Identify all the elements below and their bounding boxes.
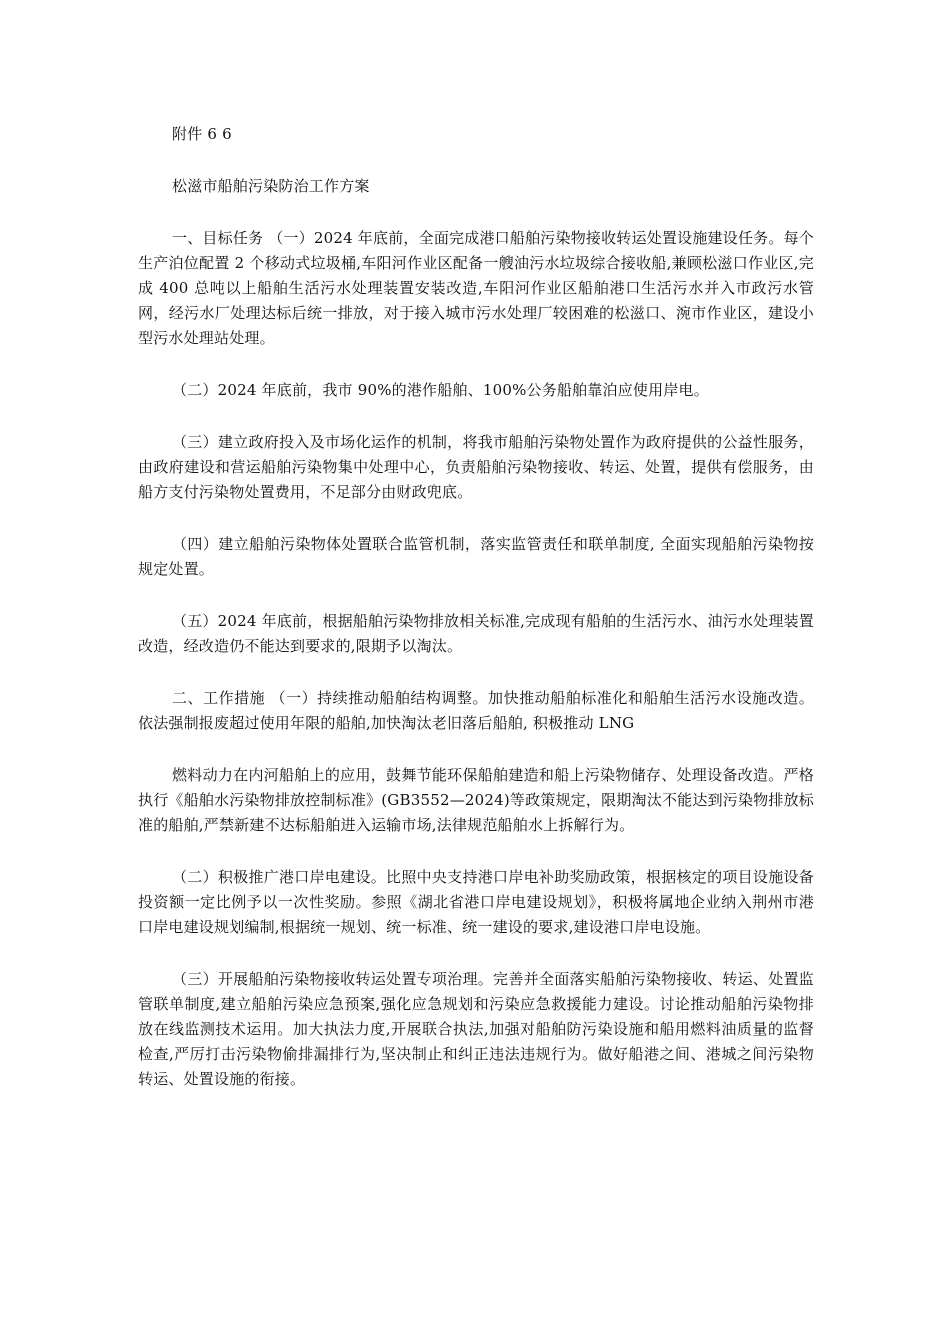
document-page — [138, 122, 814, 1119]
paragraph-goal-3: （三）建立政府投入及市场化运作的机制，将我市船舶污染物处置作为政府提供的公益性服务，由政府建设和营运船舶污染物集中处理中心，负责船舶污染物接收、转运、处置，提供有偿服务，由船方支付污染物处置费用，不足部分由财政兜底。 — [138, 433, 814, 501]
paragraph-goal-2: （二）2024 年底前，我市 90%的港作船舶、100%公务船舶靠泊应使用岸电。 — [172, 381, 709, 399]
paragraph-measure-1: 二、工作措施 （一）持续推动船舶结构调整。加快推动船舶标准化和船舶生活污水设施改造。依法强制报废超过使用年限的船舶,加快淘汰老旧落后船舶, 积极推动 LNG — [138, 689, 814, 732]
paragraph-measure-1-cont: 燃料动力在内河船舶上的应用，鼓舞节能环保船舶建造和船上污染物储存、处理设备改造。严格执行《船舶水污染物排放控制标准》(GB3552—2024)等政策规定，限期淘汰不能达到污染物排放标准的船舶,严禁新建不达标船舶进入运输市场,法律规范船舶水上拆解行为。 — [138, 766, 814, 834]
paragraph-goal-4: （四）建立船舶污染物体处置联合监管机制，落实监管责任和联单制度, 全面实现船舶污染物按规定处置。 — [138, 535, 814, 578]
paragraph-measure-2: （二）积极推广港口岸电建设。比照中央支持港口岸电补助奖励政策，根据核定的项目设施设备投资额一定比例予以一次性奖励。参照《湖北省港口岸电建设规划》，积极将属地企业纳入荆州市港口岸电建设规划编制,根据统一规划、统一标准、统一建设的要求,建设港口岸电设施。 — [138, 868, 814, 936]
attachment-label: 附件 6 6 — [172, 125, 232, 143]
paragraph-goal-5: （五）2024 年底前，根据船舶污染物排放相关标准,完成现有船舶的生活污水、油污水处理装置改造，经改造仍不能达到要求的,限期予以淘汰。 — [138, 612, 814, 655]
document-title: 松滋市船舶污染防治工作方案 — [172, 177, 370, 195]
paragraph-goal-1: 一、目标任务 （一）2024 年底前，全面完成港口船舶污染物接收转运处置设施建设任务。每个生产泊位配置 2 个移动式垃圾桶,车阳河作业区配备一艘油污水垃圾综合接收船,兼顾松滋口作业区,完成 400 总吨以上船舶生活污水处理装置安装改造,车阳河作业区船舶港口生活污水并入市政污水管网，经污水厂处理达标后统一排放，对于接入城市污水处理厂较困难的松滋口、涴市作业区，建设小型污水处理站处理。 — [138, 229, 814, 347]
paragraph-measure-3: （三）开展船舶污染物接收转运处置专项治理。完善并全面落实船舶污染物接收、转运、处置监管联单制度,建立船舶污染应急预案,强化应急规划和污染应急救援能力建设。讨论推动船舶污染物排放在线监测技术运用。加大执法力度,开展联合执法,加强对船舶防污染设施和船用燃料油质量的监督检查,严厉打击污染物偷排漏排行为,坚决制止和纠正违法违规行为。做好船港之间、港城之间污染物转运、处置设施的衔接。 — [138, 970, 814, 1088]
